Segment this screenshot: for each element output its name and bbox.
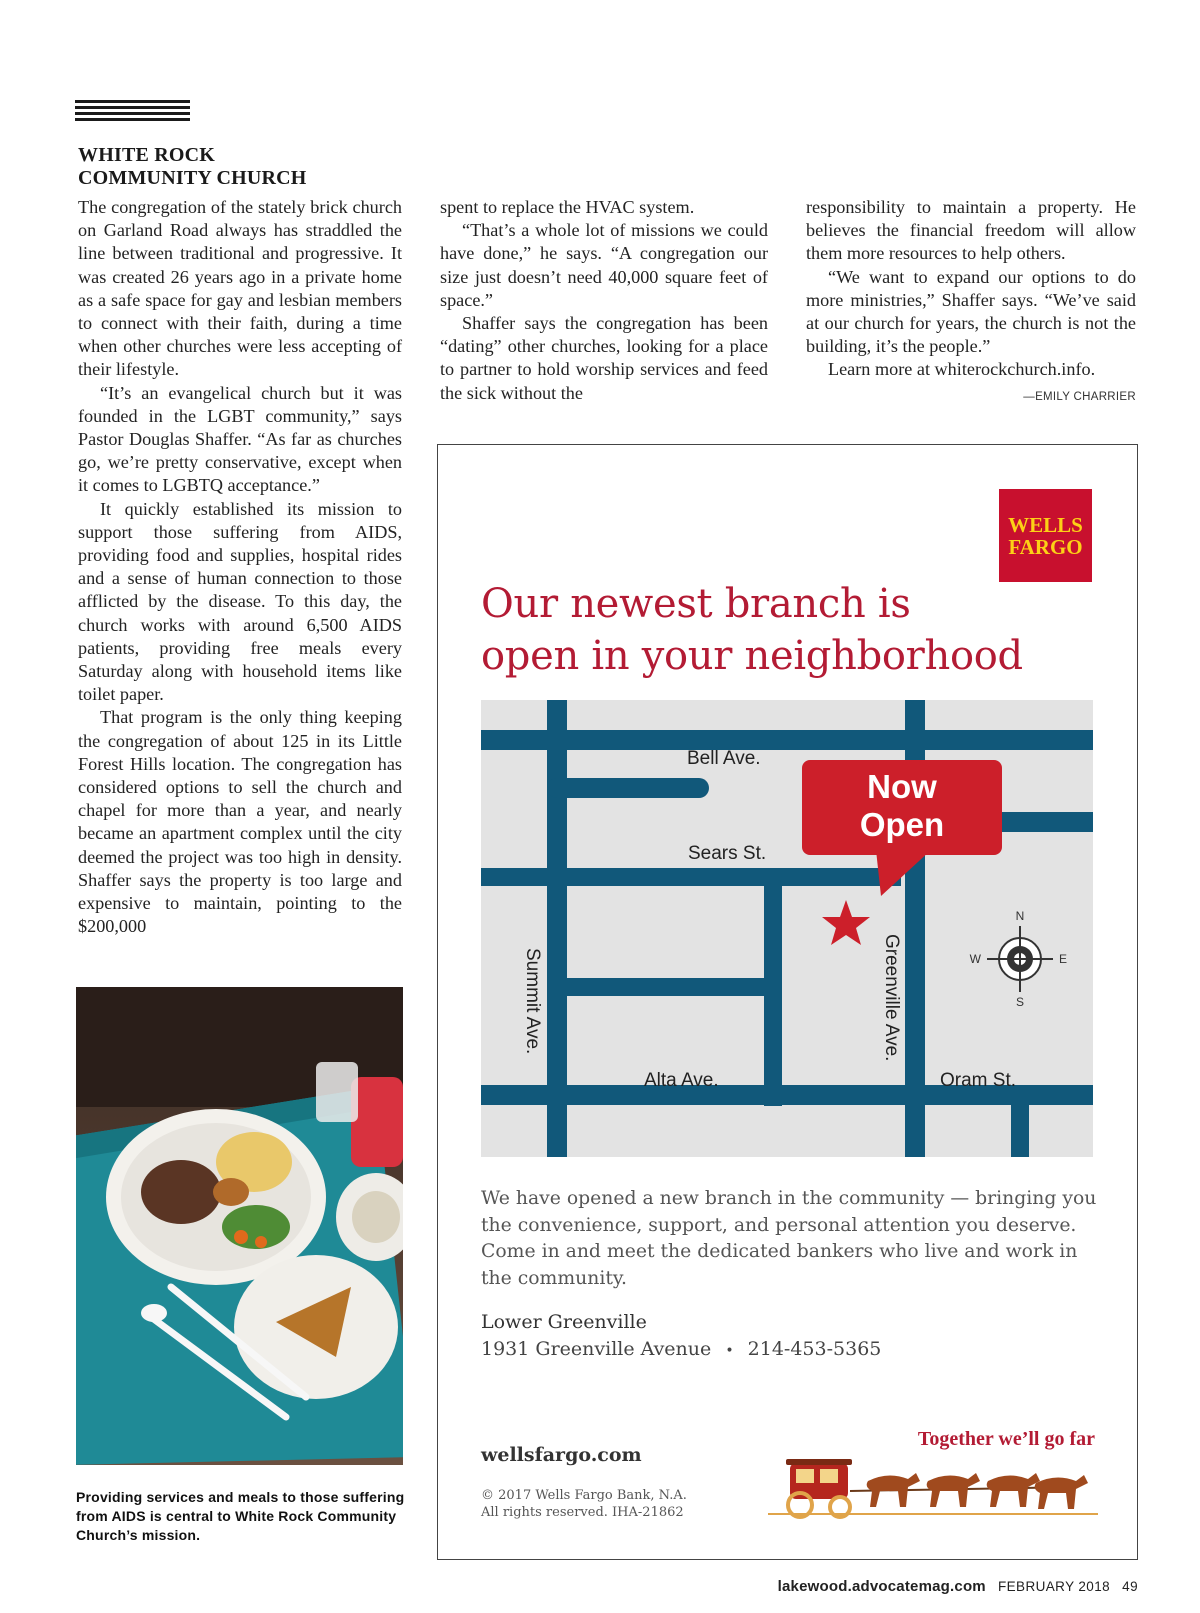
paragraph: It quickly established its mission to support those suffering from AIDS, providing food and supplies, hospital rides and a sense of human connection to those afflicted by the disease. To this day, the church works with around 6,500 AIDS patients, providing free meals every Saturday along with household items like toilet paper. xyxy=(78,498,402,705)
separator: • xyxy=(725,1343,734,1359)
meal-tray-photo xyxy=(76,987,403,1465)
meal-tray-illustration xyxy=(76,987,403,1465)
article-column-3 xyxy=(806,196,1136,409)
stagecoach-icon xyxy=(768,1451,1098,1523)
ad-website-link[interactable]: wellsfargo.com xyxy=(481,1444,642,1466)
compass-w: W xyxy=(969,952,981,966)
paragraph: The congregation of the stately brick church on Garland Road always has straddled the line between traditional and progressive. It was created 26 years ago in a private home as a safe space for gay and lesbian members to connect with their faith, during a time when other churches were less accepting of their lifestyle. xyxy=(78,197,402,380)
logo-line2: FARGO xyxy=(1008,534,1083,559)
now-label: Now xyxy=(867,768,937,805)
ad-body-text: We have opened a new branch in the community — bringing you the convenience, support, and personal attention you deserve. Come in and meet the dedicated bankers who live and work in the community. xyxy=(481,1188,1097,1289)
road xyxy=(547,978,782,996)
legal-line1: © 2017 Wells Fargo Bank, N.A. xyxy=(481,1488,687,1503)
label-oram: Oram St. xyxy=(940,1070,1017,1091)
ad-legal xyxy=(481,1487,687,1521)
branch-address-line xyxy=(481,1338,881,1360)
photo-caption: Providing services and meals to those suffering from AIDS is central to White Rock Community Church’s mission. xyxy=(76,1489,405,1543)
article-column-2 xyxy=(440,196,768,405)
paragraph: spent to replace the HVAC system. xyxy=(440,197,695,217)
footer-page-number: 49 xyxy=(1122,1579,1138,1594)
paragraph: Learn more at whiterockchurch.info. xyxy=(828,359,1096,380)
paragraph: That program is the only thing keeping the congregation of about 125 in its Little Forest Hills location. The congregation has considered options to sell the church and chapel for more than a year, and nearly became an apartment complex until the city deemed the project was too high in density. Shaffer says the property is too large and expensive to maintain, pointing to the $200,000 xyxy=(78,707,402,937)
label-sears: Sears St. xyxy=(688,843,767,864)
compass-e: E xyxy=(1059,952,1068,966)
article-column-1 xyxy=(78,196,402,939)
branch-name: Lower Greenville xyxy=(481,1311,647,1333)
road xyxy=(1011,1085,1029,1157)
branch-map xyxy=(481,700,1093,1157)
legal-line2: All rights reserved. IHA-21862 xyxy=(481,1505,684,1520)
logo-line1: WELLS xyxy=(1008,512,1083,537)
road xyxy=(481,730,1093,750)
article-heading xyxy=(78,144,398,190)
paragraph: “We want to expand our options to do more ministries,” Shaffer says. “We’ve said at our church for years, the church is not the building, it’s the people.” xyxy=(806,266,1136,357)
road xyxy=(991,812,1093,832)
footer-issue: FEBRUARY 2018 xyxy=(998,1579,1111,1594)
ad-tagline: Together we’ll go far xyxy=(917,1428,1095,1450)
label-alta: Alta Ave. xyxy=(644,1070,719,1091)
branch-address: 1931 Greenville Avenue xyxy=(481,1338,712,1360)
paragraph: “That’s a whole lot of missions we could have done,” he says. “A congregation our size just doesn’t need 40,000 square feet of space.” xyxy=(440,220,768,310)
ad-headline xyxy=(481,578,1101,682)
article-heading-line2: COMMUNITY CHURCH xyxy=(78,167,307,189)
compass-s: S xyxy=(1015,995,1025,1009)
paragraph: Shaffer says the congregation has been “dating” other churches, looking for a place to partner to hold worship services and feed the sick without the xyxy=(440,313,768,403)
open-label: Open xyxy=(859,806,945,843)
paragraph: responsibility to maintain a property. He believes the financial freedom will allow them more resources to help others. xyxy=(806,197,1136,264)
byline: —EMILY CHARRIER xyxy=(1023,390,1136,403)
label-bell: Bell Ave. xyxy=(687,748,761,769)
label-greenville: Greenville Ave. xyxy=(881,934,902,1062)
branch-phone[interactable]: 214-453-5365 xyxy=(747,1338,882,1360)
footer-site[interactable]: lakewood.advocatemag.com xyxy=(777,1578,986,1595)
label-summit: Summit Ave. xyxy=(522,948,543,1055)
compass-n: N xyxy=(1015,909,1025,923)
article-heading-line1: WHITE ROCK xyxy=(78,144,216,166)
decorative-rules xyxy=(75,100,190,124)
ad-headline-line1: Our newest branch is xyxy=(481,581,911,627)
wells-fargo-logo[interactable] xyxy=(999,489,1092,582)
ad-headline-line2: open in your neighborhood xyxy=(481,633,1023,679)
page-footer xyxy=(778,1578,1138,1595)
road xyxy=(481,868,901,886)
paragraph: “It’s an evangelical church but it was founded in the LGBT community,” says Pastor Douglas Shaffer. “As far as churches go, we’re pretty conservative, except when it comes to LGBTQ acceptance.” xyxy=(78,382,402,496)
road xyxy=(547,778,709,798)
